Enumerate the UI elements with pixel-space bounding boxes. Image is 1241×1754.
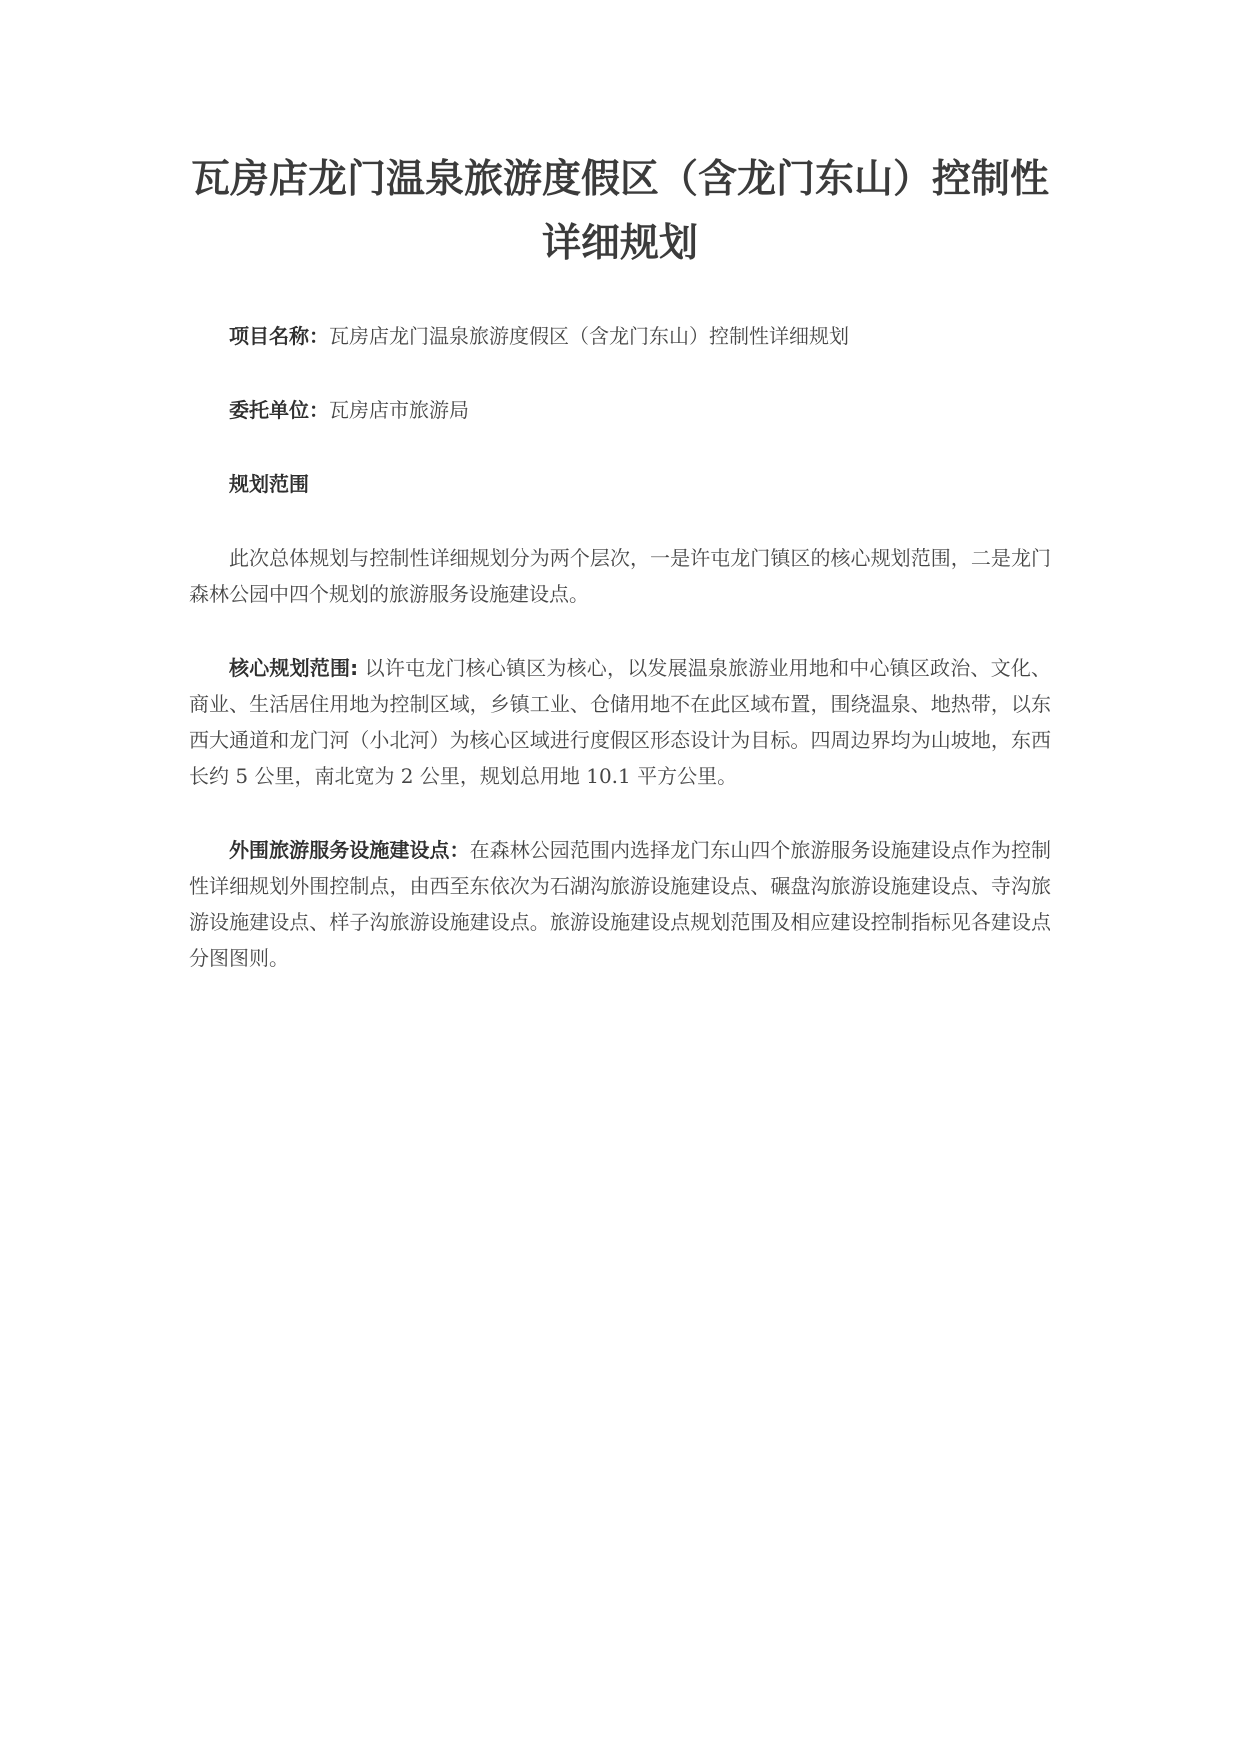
scope-heading: 规划范围 — [229, 472, 309, 496]
client-value: 瓦房店市旅游局 — [329, 398, 469, 422]
outer-points-label: 外围旅游服务设施建设点： — [229, 838, 470, 862]
project-name-value: 瓦房店龙门温泉旅游度假区（含龙门东山）控制性详细规划 — [329, 324, 849, 348]
scope-heading-line — [189, 466, 1051, 502]
core-scope-paragraph — [189, 650, 1051, 794]
document-title: 瓦房店龙门温泉旅游度假区（含龙门东山）控制性详细规划 — [190, 157, 1049, 266]
document-body — [189, 318, 1051, 1014]
client-label: 委托单位： — [229, 398, 329, 422]
project-name-line — [189, 318, 1051, 354]
core-scope-text: 以许屯龙门核心镇区为核心，以发展温泉旅游业用地和中心镇区政治、文化、商业、生活居住用地为控制区域，乡镇工业、仓储用地不在此区域布置，围绕温泉、地热带，以东西大通道和龙门河（小北河）为核心区域进行度假区形态设计为目标。四周边界均为山坡地，东西长约 5 公里，南北宽为 2 公里，规划总用地 10.1 平方公里。 — [189, 656, 1052, 788]
outer-points-paragraph — [189, 832, 1051, 976]
outer-points-text: 在森林公园范围内选择龙门东山四个旅游服务设施建设点作为控制性详细规划外围控制点，由西至东依次为石湖沟旅游设施建设点、碾盘沟旅游设施建设点、寺沟旅游设施建设点、样子沟旅游设施建设点。旅游设施建设点规划范围及相应建设控制指标见各建设点分图图则。 — [189, 838, 1052, 970]
scope-intro-paragraph: 此次总体规划与控制性详细规划分为两个层次，一是许屯龙门镇区的核心规划范围，二是龙门森林公园中四个规划的旅游服务设施建设点。 — [189, 546, 1051, 606]
core-scope-label: 核心规划范围: — [229, 656, 359, 680]
client-line — [189, 392, 1051, 428]
project-name-label: 项目名称： — [229, 324, 329, 348]
